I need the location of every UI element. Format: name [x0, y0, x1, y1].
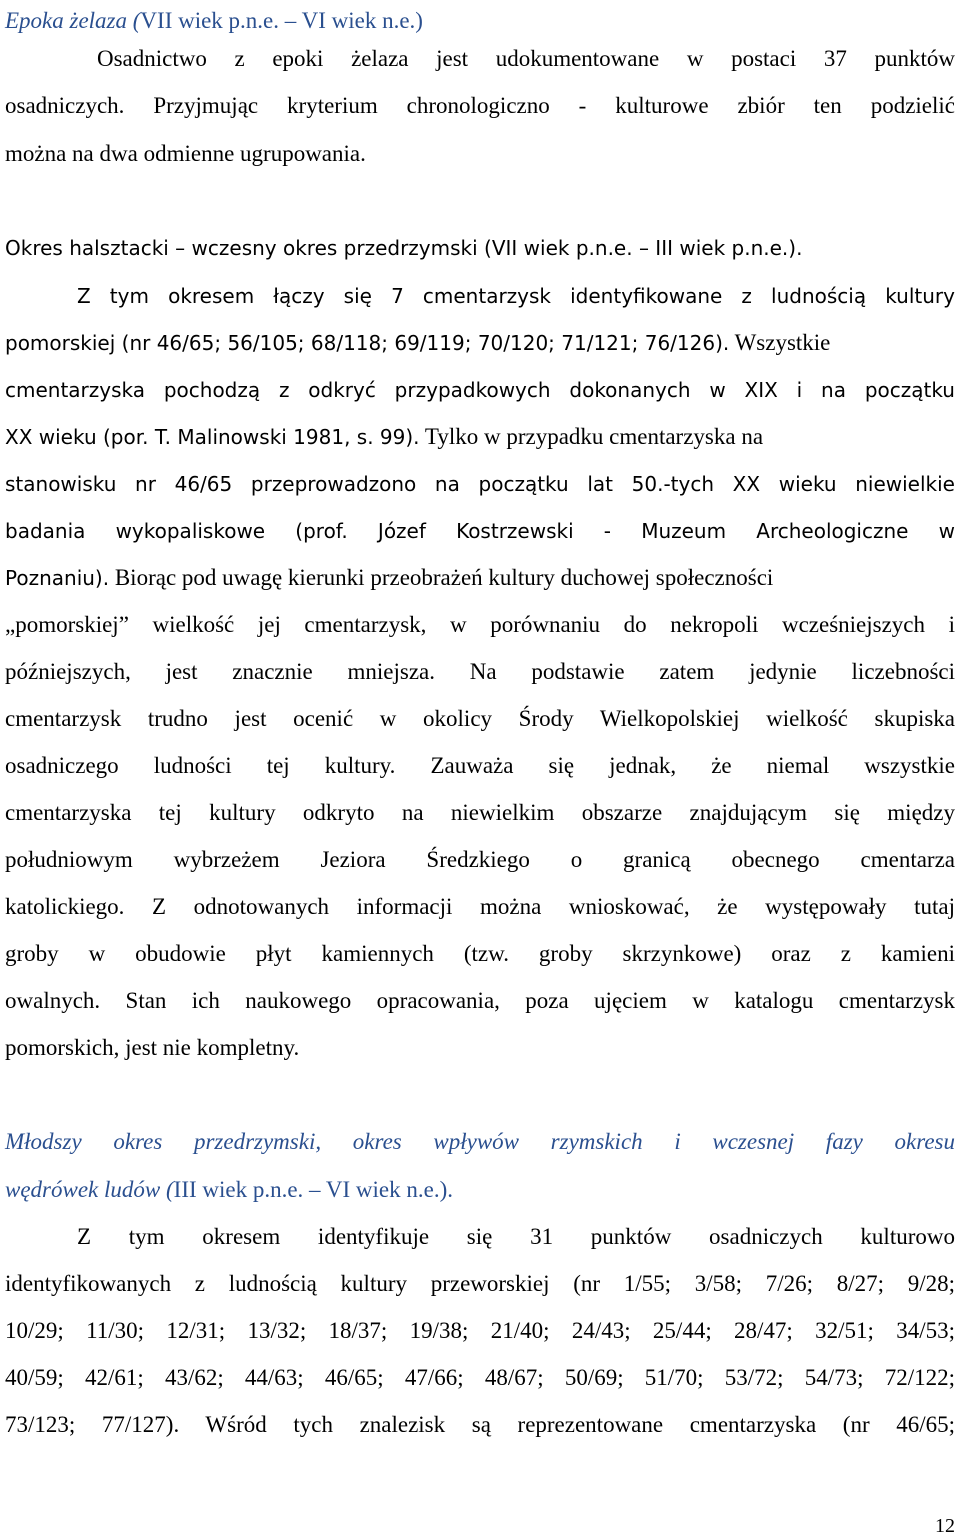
heading-upright-part: VII wiek p.n.e. – VI wiek n.e.)	[140, 8, 423, 33]
paragraph-5-line-3: cmentarzysk trudno jest ocenić w okolicy Środy Wielkopolskiej wielkość skupiska	[5, 706, 955, 731]
paragraph-5-line-4: osadniczego ludności tej kultury. Zauważa się jednak, że niemal wszystkie	[5, 753, 955, 778]
paragraph-5-line-1: „pomorskiej” wielkość jej cmentarzysk, w porównaniu do nekropoli wcześniejszych i	[5, 612, 955, 637]
paragraph-5-line-5: cmentarzyska tej kultury odkryto na niewielkim obszarze znajdującym się między	[5, 800, 955, 825]
heading-2-italic-part: wędrówek ludów (	[5, 1177, 174, 1202]
paragraph-5-line-6: południowym wybrzeżem Jeziora Średzkiego o granicą obecnego cmentarza	[5, 847, 955, 872]
paragraph-2-sans-text: pomorskiej (nr 46/65; 56/105; 68/118; 69/119; 70/120; 71/121; 76/126).	[5, 331, 730, 355]
paragraph-6-line-2: identyfikowanych z ludnością kultury przeworskiej (nr 1/55; 3/58; 7/26; 8/27; 9/28;	[5, 1271, 955, 1296]
paragraph-3-sans-text: XX wieku (por. T. Malinowski 1981, s. 99).	[5, 425, 420, 449]
paragraph-5-line-9: owalnych. Stan ich naukowego opracowania, poza ujęciem w katalogu cmentarzysk	[5, 988, 955, 1013]
paragraph-2-line-1: Z tym okresem łączy się 7 cmentarzysk identyfikowane z ludnością kultury	[77, 284, 955, 308]
paragraph-5-line-2: późniejszych, jest znacznie mniejsza. Na podstawie zatem jedynie liczebności	[5, 659, 955, 684]
paragraph-4-sans-text: Poznaniu).	[5, 566, 110, 590]
paragraph-3-line-1: cmentarzyska pochodzą z odkryć przypadkowych dokonanych w XIX i na początku	[5, 378, 955, 402]
paragraph-5-line-7: katolickiego. Z odnotowanych informacji można wnioskować, że występowały tutaj	[5, 894, 955, 919]
paragraph-6-line-4: 40/59; 42/61; 43/62; 44/63; 46/65; 47/66; 48/67; 50/69; 51/70; 53/72; 54/73; 72/122;	[5, 1365, 955, 1390]
paragraph-3-serif-text: Tylko w przypadku cmentarzyska na	[419, 424, 764, 449]
paragraph-3-line-2	[5, 423, 763, 451]
paragraph-2-serif-text: Wszystkie	[729, 330, 831, 355]
paragraph-5-line-10: pomorskich, jest nie kompletny.	[5, 1035, 300, 1060]
subheading-hallstatt: Okres halsztacki – wczesny okres przedrzymski (VII wiek p.n.e. – III wiek p.n.e.).	[5, 236, 803, 260]
paragraph-6-line-3: 10/29; 11/30; 12/31; 13/32; 18/37; 19/38; 21/40; 24/43; 25/44; 28/47; 32/51; 34/53;	[5, 1318, 955, 1343]
paragraph-4-line-3	[5, 564, 773, 592]
section-heading-iron-age	[5, 7, 423, 35]
paragraph-4-line-2: badania wykopaliskowe (prof. Józef Kostrzewski - Muzeum Archeologiczne w	[5, 519, 955, 543]
paragraph-1-line-2: osadniczych. Przyjmując kryterium chronologiczno - kulturowe zbiór ten podzielić	[5, 93, 955, 118]
paragraph-4-serif-text: Biorąc pod uwagę kierunki przeobrażeń kultury duchowej społeczności	[109, 565, 774, 590]
page-number: 12	[935, 1515, 955, 1537]
paragraph-4-line-1: stanowisku nr 46/65 przeprowadzono na początku lat 50.-tych XX wieku niewielkie	[5, 472, 955, 496]
paragraph-2-line-2	[5, 329, 830, 357]
paragraph-1-line-1: Osadnictwo z epoki żelaza jest udokumentowane w postaci 37 punktów	[97, 46, 955, 71]
paragraph-6-line-5: 73/123; 77/127). Wśród tych znalezisk są reprezentowane cmentarzyska (nr 46/65;	[5, 1412, 955, 1437]
paragraph-5-line-8: groby w obudowie płyt kamiennych (tzw. groby skrzynkowe) oraz z kamieni	[5, 941, 955, 966]
heading-italic-part: Epoka żelaza (	[5, 8, 141, 33]
section-heading-roman-period-line-2	[5, 1176, 453, 1204]
paragraph-1-line-3: można na dwa odmienne ugrupowania.	[5, 141, 366, 166]
paragraph-6-line-1: Z tym okresem identyfikuje się 31 punktów osadniczych kulturowo	[77, 1224, 955, 1249]
heading-2-upright-part: III wiek p.n.e. – VI wiek n.e.).	[173, 1177, 453, 1202]
section-heading-roman-period-line-1: Młodszy okres przedrzymski, okres wpływów rzymskich i wczesnej fazy okresu	[5, 1129, 955, 1154]
